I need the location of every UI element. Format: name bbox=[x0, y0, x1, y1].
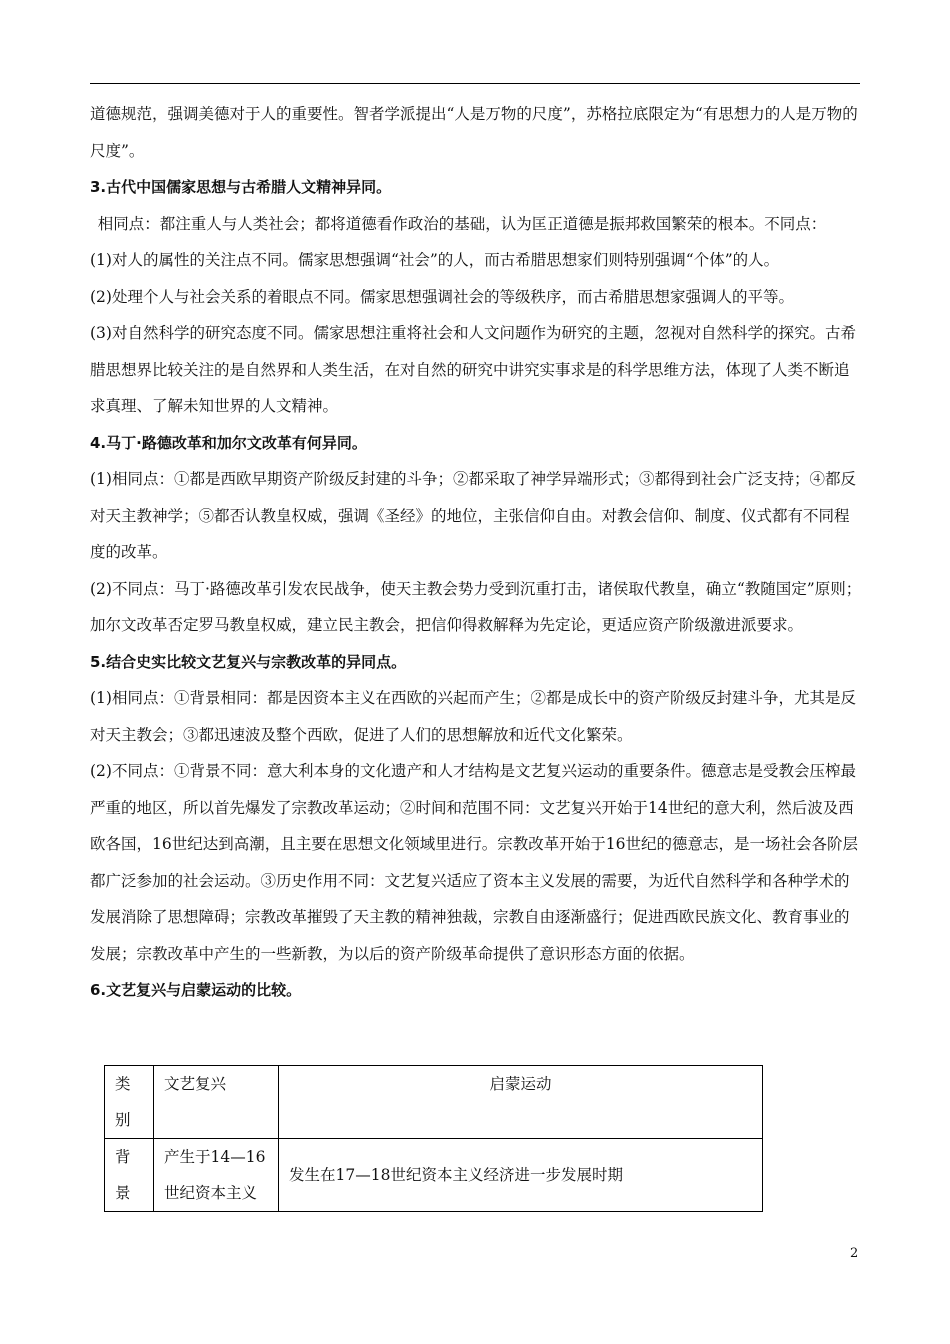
section-heading-5: 5.结合史实比较文艺复兴与宗教改革的异同点。 bbox=[90, 652, 407, 671]
paragraph: 道德规范，强调美德对于人的重要性。智者学派提出“人是万物的尺度”，苏格拉底限定为“有思想力的人是万物的尺度”。 bbox=[90, 105, 858, 160]
table-cell: 发生在17—18世纪资本主义经济进一步发展时期 bbox=[279, 1139, 763, 1212]
section-heading-3: 3.古代中国儒家思想与古希腊人文精神异同。 bbox=[90, 178, 392, 196]
table-cell: 产生于14—16世纪资本主义 bbox=[154, 1139, 279, 1212]
paragraph: (1)相同点：①都是西欧早期资产阶级反封建的斗争；②都采取了神学异端形式；③都得到社会广泛支持；④都反对天主教神学；⑤都否认教皇权威，强调《圣经》的地位，主张信仰自由。对教会信仰、制度、仪式都有不同程度的改革。 bbox=[90, 470, 856, 561]
paragraph: (1)相同点：①背景相同：都是因资本主义在西欧的兴起而产生；②都是成长中的资产阶级反封建斗争，尤其是反对天主教会；③都迅速波及整个西欧，促进了人们的思想解放和近代文化繁荣。 bbox=[90, 689, 856, 744]
document-body bbox=[90, 96, 862, 1009]
table-header-cell: 启蒙运动 bbox=[279, 1066, 763, 1139]
page-number: 2 bbox=[850, 1246, 859, 1261]
paragraph: 相同点：都注重人与人类社会；都将道德看作政治的基础，认为匡正道德是振邦救国繁荣的根本。不同点： bbox=[97, 214, 827, 233]
table-header-cell: 文艺复兴 bbox=[154, 1066, 279, 1139]
table-row bbox=[105, 1139, 763, 1212]
table-cell: 背景 bbox=[105, 1139, 154, 1212]
paragraph: (2)处理个人与社会关系的着眼点不同。儒家思想强调社会的等级秩序，而古希腊思想家强调人的平等。 bbox=[90, 287, 794, 306]
paragraph: (3)对自然科学的研究态度不同。儒家思想注重将社会和人文问题作为研究的主题，忽视对自然科学的探究。古希腊思想界比较关注的是自然界和人类生活，在对自然的研究中讲究实事求是的科学思维方法，体现了人类不断追求真理、了解未知世界的人文精神。 bbox=[90, 324, 856, 415]
paragraph: (1)对人的属性的关注点不同。儒家思想强调“社会”的人，而古希腊思想家们则特别强调“个体”的人。 bbox=[90, 251, 780, 269]
paragraph: (2)不同点：马丁·路德改革引发农民战争，使天主教会势力受到沉重打击，诸侯取代教皇，确立“教随国定”原则；加尔文改革否定罗马教皇权威，建立民主教会，把信仰得救解释为先定论，更适应资产阶级激进派要求。 bbox=[90, 579, 862, 634]
section-heading-4: 4.马丁·路德改革和加尔文改革有何异同。 bbox=[90, 433, 367, 452]
table-header-row bbox=[105, 1066, 763, 1139]
table-header-cell: 类别 bbox=[105, 1066, 154, 1139]
section-heading-6: 6.文艺复兴与启蒙运动的比较。 bbox=[90, 981, 302, 999]
header-rule bbox=[90, 83, 860, 84]
comparison-table bbox=[104, 1065, 763, 1212]
paragraph: (2)不同点：①背景不同：意大利本身的文化遗产和人才结构是文艺复兴运动的重要条件。德意志是受教会压榨最严重的地区，所以首先爆发了宗教改革运动；②时间和范围不同：文艺复兴开始于14世纪的意大利，然后波及西欧各国，16世纪达到高潮，且主要在思想文化领域里进行。宗教改革开始于16世纪的德意志，是一场社会各阶层都广泛参加的社会运动。③历史作用不同：文艺复兴适应了资本主义发展的需要，为近代自然科学和各种学术的发展消除了思想障碍；宗教改革摧毁了天主教的精神独裁，宗教自由逐渐盛行；促进西欧民族文化、教育事业的发展；宗教改革中产生的一些新教，为以后的资产阶级革命提供了意识形态方面的依据。 bbox=[90, 762, 858, 963]
